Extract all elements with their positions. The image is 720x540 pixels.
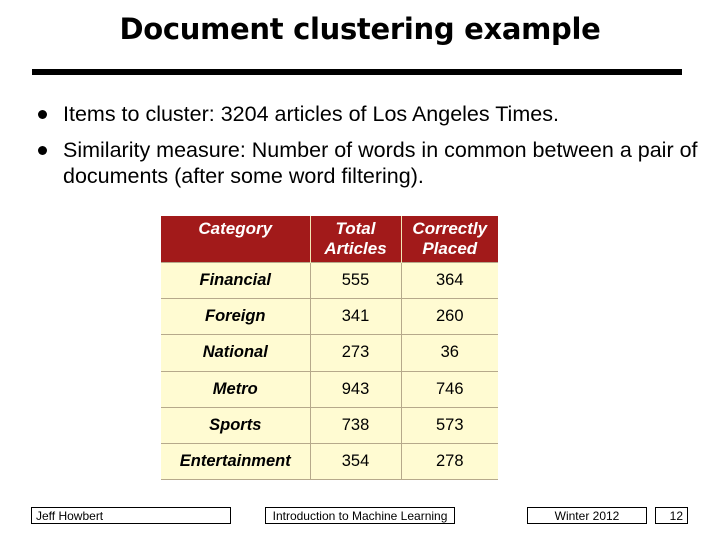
footer-page-number: 12: [655, 507, 688, 524]
total-articles-cell: 943: [310, 371, 401, 407]
bullet-dot-icon: [38, 110, 47, 119]
bullet-text: Similarity measure: Number of words in common between a pair of documents (after some word filtering).: [63, 138, 698, 188]
bullet-text: Items to cluster: 3204 articles of Los Angeles Times.: [63, 102, 559, 126]
total-articles-cell: 555: [310, 262, 401, 298]
table-row: [161, 371, 498, 407]
table-header-row: [161, 216, 498, 262]
slide-title: Document clustering example: [119, 12, 601, 46]
table-row: [161, 407, 498, 443]
bullet-list: [32, 101, 702, 199]
footer-author: Jeff Howbert: [31, 507, 231, 524]
footer-term: Winter 2012: [527, 507, 647, 524]
bullet-item: [32, 101, 702, 127]
table-row: [161, 262, 498, 298]
category-cell: Entertainment: [161, 443, 310, 479]
table-row: [161, 443, 498, 479]
table-row: [161, 298, 498, 334]
bullet-item: [32, 137, 702, 189]
footer-course: Introduction to Machine Learning: [265, 507, 455, 524]
total-articles-cell: 273: [310, 334, 401, 371]
correctly-placed-cell: 260: [401, 298, 498, 334]
correctly-placed-cell: 573: [401, 407, 498, 443]
bullet-dot-icon: [38, 146, 47, 155]
column-header-correctly-placed: Correctly Placed: [401, 216, 498, 262]
total-articles-cell: 738: [310, 407, 401, 443]
category-cell: Foreign: [161, 298, 310, 334]
correctly-placed-cell: 278: [401, 443, 498, 479]
correctly-placed-cell: 364: [401, 262, 498, 298]
clustering-results-table: [161, 216, 498, 480]
correctly-placed-cell: 36: [401, 334, 498, 371]
category-cell: Financial: [161, 262, 310, 298]
total-articles-cell: 341: [310, 298, 401, 334]
total-articles-cell: 354: [310, 443, 401, 479]
category-cell: Metro: [161, 371, 310, 407]
column-header-total-articles: Total Articles: [310, 216, 401, 262]
correctly-placed-cell: 746: [401, 371, 498, 407]
category-cell: National: [161, 334, 310, 371]
category-cell: Sports: [161, 407, 310, 443]
table-row: [161, 334, 498, 371]
title-divider: [32, 69, 682, 75]
column-header-category: Category: [161, 216, 310, 262]
